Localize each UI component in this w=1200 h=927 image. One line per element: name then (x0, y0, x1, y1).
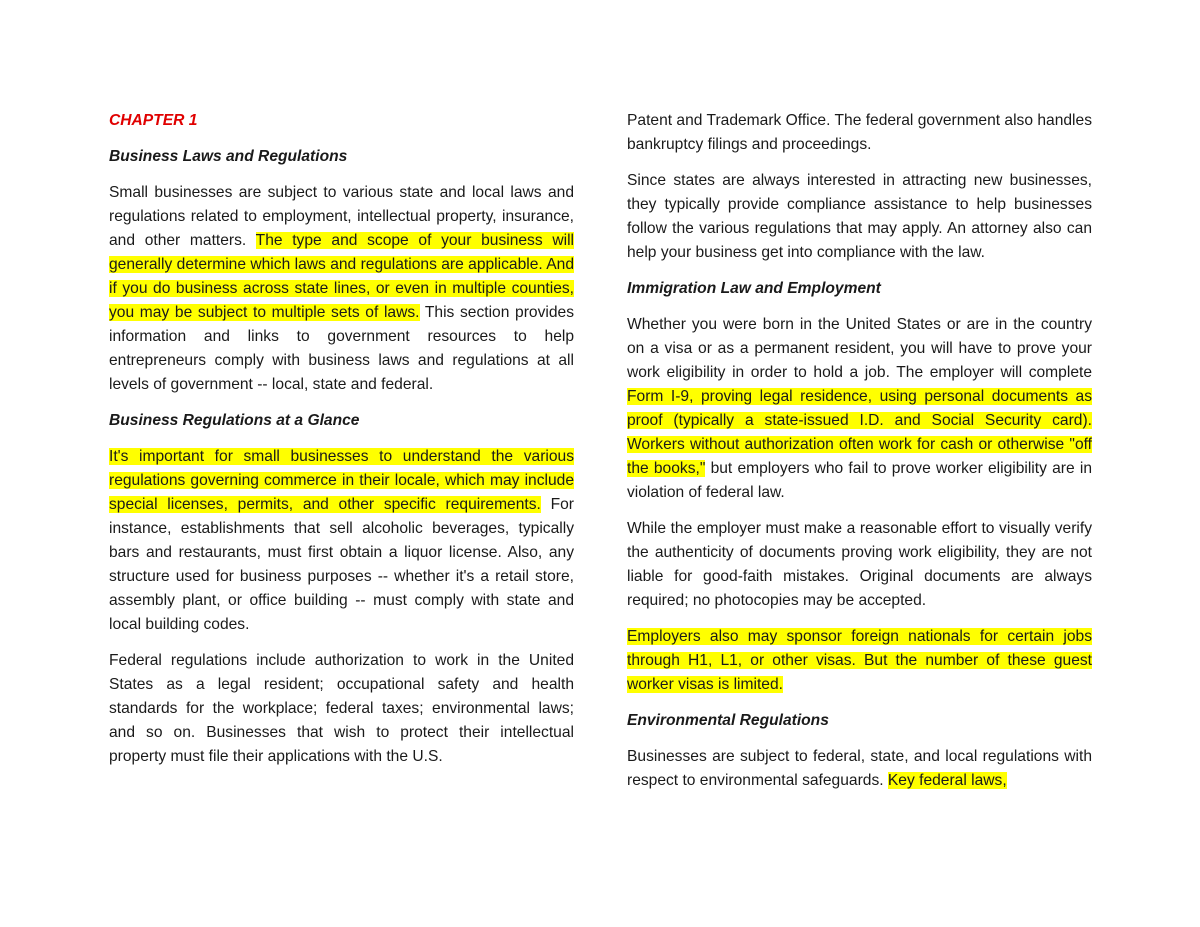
paragraph: Patent and Trademark Office. The federal government also handles bankruptcy filings and proceedings. (627, 112, 1092, 153)
text: For instance, establishments that sell alcoholic beverages, typically bars and restaurants, must first obtain a liquor license. Also, any structure used for business purposes -- whether it's a retail store, assembly plant, or office building -- must comply with state and local building codes. (109, 496, 574, 633)
text: Whether you were born in the United States or are in the country on a visa or as a permanent resident, you will have to prove your work eligibility in order to hold a job. The employer will complete (627, 316, 1092, 381)
paragraph (627, 625, 1092, 697)
paragraph (627, 745, 1092, 793)
highlighted-text: It's important for small businesses to understand the various regulations governing commerce in their locale, which may include special licenses, permits, and other specific requirements. (109, 448, 574, 513)
section-heading-regulations-glance: Business Regulations at a Glance (109, 412, 360, 429)
section-heading-business-laws: Business Laws and Regulations (109, 148, 348, 165)
highlighted-text: Form I-9, proving legal residence, using personal documents as proof (typically a state-issued I.D. and Social Security card). Workers without authorization often work for cash or otherwise "off the books," (627, 388, 1092, 477)
paragraph: Federal regulations include authorization to work in the United States as a legal resident; occupational safety and health standards for the workplace; federal taxes; environmental laws; and so on. Businesses that wish to protect their intellectual property must file their applications with the U.S. (109, 652, 574, 765)
paragraph: While the employer must make a reasonable effort to visually verify the authenticity of documents proving work eligibility, they are not liable for good-faith mistakes. Original documents are always required; no photocopies may be accepted. (627, 520, 1092, 609)
paragraph (109, 445, 574, 637)
text: but employers who fail to prove worker eligibility are in violation of federal law. (627, 460, 1092, 501)
text: This section provides information and links to government resources to help entrepreneurs comply with business laws and regulations at all levels of government -- local, state and federal. (109, 304, 574, 393)
paragraph: Since states are always interested in attracting new businesses, they typically provide compliance assistance to help businesses follow the various regulations that may apply. An attorney also can help your business get into compliance with the law. (627, 172, 1092, 261)
highlighted-text: Key federal laws, (887, 772, 1007, 789)
highlighted-text: The type and scope of your business will generally determine which laws and regulations are applicable. And if you do business across state lines, or even in multiple counties, you may be subject to multiple sets of laws. (109, 232, 574, 321)
text: Small businesses are subject to various state and local laws and regulations related to employment, intellectual property, insurance, and other matters. (109, 184, 574, 249)
left-column (109, 109, 574, 781)
text: Businesses are subject to federal, state, and local regulations with respect to environmental safeguards. (627, 748, 1092, 789)
paragraph (109, 181, 574, 397)
paragraph (627, 313, 1092, 505)
chapter-title: CHAPTER 1 (109, 112, 198, 129)
right-column (627, 109, 1092, 805)
section-heading-immigration: Immigration Law and Employment (627, 280, 881, 297)
highlighted-text: Employers also may sponsor foreign nationals for certain jobs through H1, L1, or other visas. But the number of these guest worker visas is limited. (627, 628, 1092, 693)
section-heading-environmental: Environmental Regulations (627, 712, 829, 729)
